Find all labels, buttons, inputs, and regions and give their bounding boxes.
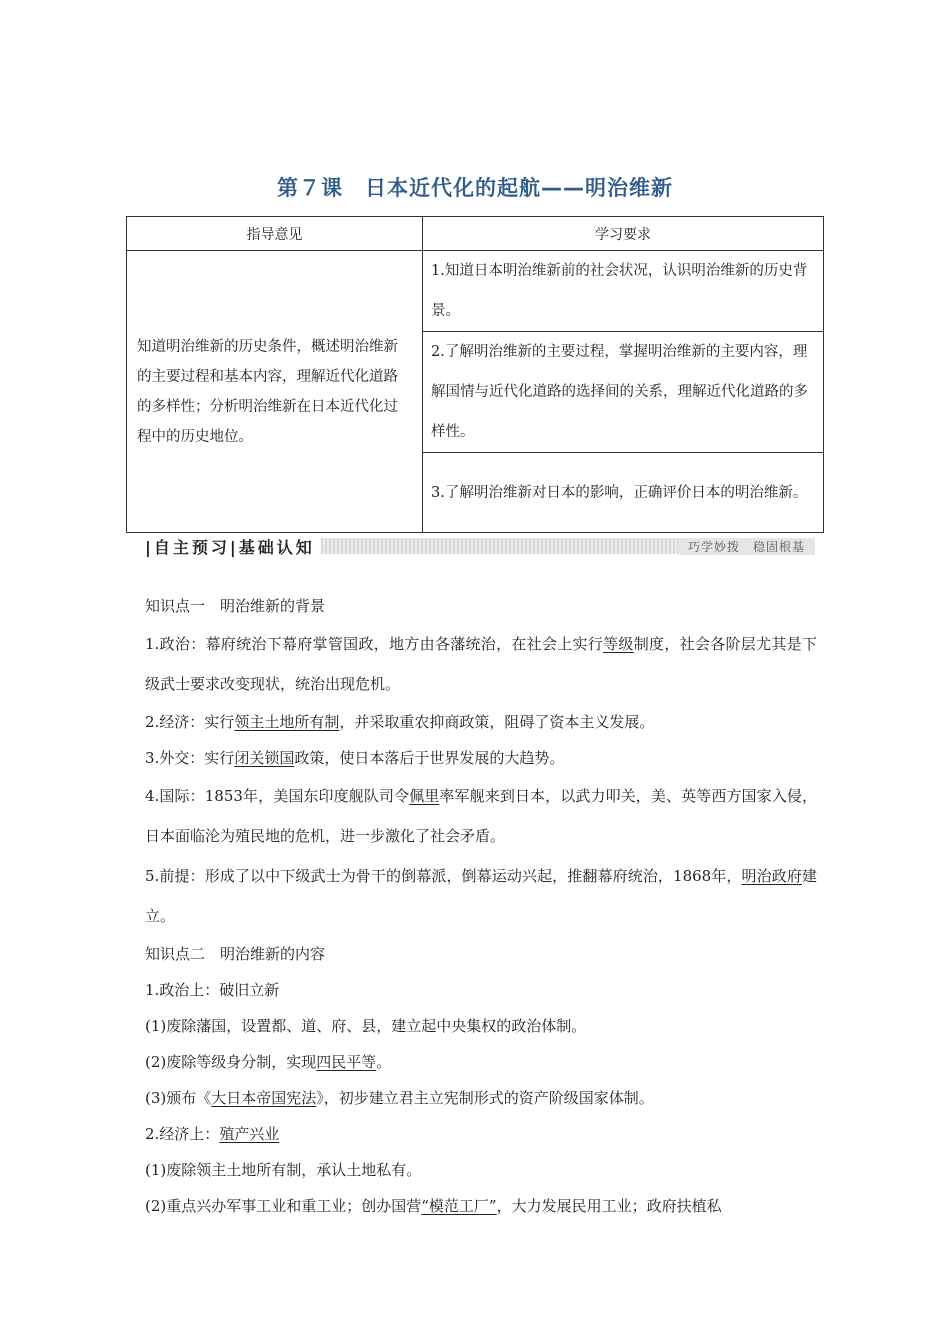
text: 。 xyxy=(376,1053,392,1071)
banner-slogan: 巧学妙拨 稳固根基 xyxy=(678,538,815,555)
text: ，大力发展民用工业；政府扶植私 xyxy=(496,1197,722,1215)
kp1-heading: 知识点一 明治维新的背景 xyxy=(145,597,326,615)
kp2-politics-3 xyxy=(145,1080,817,1116)
section-banner xyxy=(145,534,815,558)
kp2-economy xyxy=(145,1116,817,1152)
blank-answer: 明治政府 xyxy=(741,867,802,885)
kp1-item-1 xyxy=(145,624,817,704)
blank-answer: “模范工厂” xyxy=(421,1197,497,1215)
text: 政策，使日本落后于世界发展的大趋势。 xyxy=(294,749,565,767)
text: 》，初步建立君主立宪制形式的资产阶级国家体制。 xyxy=(316,1089,654,1107)
text: ，并采取重农抑商政策，阻碍了资本主义发展。 xyxy=(339,713,655,731)
text: (2)废除等级身分制，实现 xyxy=(145,1053,317,1071)
text: (3)颁布《 xyxy=(145,1089,212,1107)
kp2-economy-1: (1)废除领主土地所有制，承认土地私有。 xyxy=(145,1161,422,1179)
text: 建立。 xyxy=(145,867,817,925)
guide-text: 知道明治维新的历史条件，概述明治维新的主要过程和基本内容，理解近代化道路的多样性；分析明治维新在日本近代化过程中的历史地位。 xyxy=(127,251,423,533)
kp1-item-5 xyxy=(145,856,817,936)
kp2-heading: 知识点二 明治维新的内容 xyxy=(145,945,326,963)
blank-answer: 殖产兴业 xyxy=(219,1125,280,1143)
requirement-2: 2.了解明治维新的主要过程，掌握明治维新的主要内容，理解国情与近代化道路的选择间的关系，理解近代化道路的多样性。 xyxy=(423,332,824,453)
text: 2.经济：实行 xyxy=(145,713,235,731)
header-guide: 指导意见 xyxy=(127,217,423,251)
blank-answer: 闭关锁国 xyxy=(234,749,295,767)
kp2-economy-2 xyxy=(145,1188,817,1224)
page-title: 第７课 日本近代化的起航——明治维新 xyxy=(277,176,673,200)
text: 5.前提：形成了以中下级武士为骨干的倒幕派，倒幕运动兴起，推翻幕府统治，1868年， xyxy=(145,867,742,885)
banner-bar xyxy=(321,538,815,554)
table-header-row xyxy=(127,217,824,251)
header-requirements: 学习要求 xyxy=(423,217,824,251)
requirement-3: 3.了解明治维新对日本的影响，正确评价日本的明治维新。 xyxy=(423,453,824,533)
blank-answer: 四民平等 xyxy=(316,1053,377,1071)
text: 1.政治：幕府统治下幕府掌管国政，地方由各藩统治，在社会上实行 xyxy=(145,635,604,653)
kp2-politics: 1.政治上：破旧立新 xyxy=(145,981,280,999)
requirement-1: 1.知道日本明治维新前的社会状况，认识明治维新的历史背景。 xyxy=(423,251,824,332)
text: 2.经济上： xyxy=(145,1125,220,1143)
text: 制度，社会各阶层尤其是下级武士要求改变现状，统治出现危机。 xyxy=(145,635,817,693)
kp2-politics-2 xyxy=(145,1044,817,1080)
blank-answer: 等级 xyxy=(603,635,634,653)
text: 率军舰来到日本，以武力叩关，美、英等西方国家入侵，日本面临沦为殖民地的危机，进一步激化了社会矛盾。 xyxy=(145,787,817,845)
kp2-politics-1: (1)废除藩国，设置都、道、府、县，建立起中央集权的政治体制。 xyxy=(145,1017,587,1035)
text: 4.国际：1853年，美国东印度舰队司令 xyxy=(145,787,410,805)
text: (2)重点兴办军事工业和重工业；创办国营 xyxy=(145,1197,422,1215)
banner-label: |自主预习|基础认知 xyxy=(145,537,315,557)
blank-answer: 大日本帝国宪法 xyxy=(211,1089,317,1107)
kp1-item-3 xyxy=(145,740,817,776)
kp1-item-2 xyxy=(145,704,817,740)
blank-answer: 领主土地所有制 xyxy=(234,713,340,731)
table-row xyxy=(127,251,824,332)
text: 3.外交：实行 xyxy=(145,749,235,767)
kp1-item-4 xyxy=(145,776,817,856)
content-body xyxy=(145,588,817,1224)
guidance-table xyxy=(126,216,824,533)
blank-answer: 佩里 xyxy=(409,787,440,805)
